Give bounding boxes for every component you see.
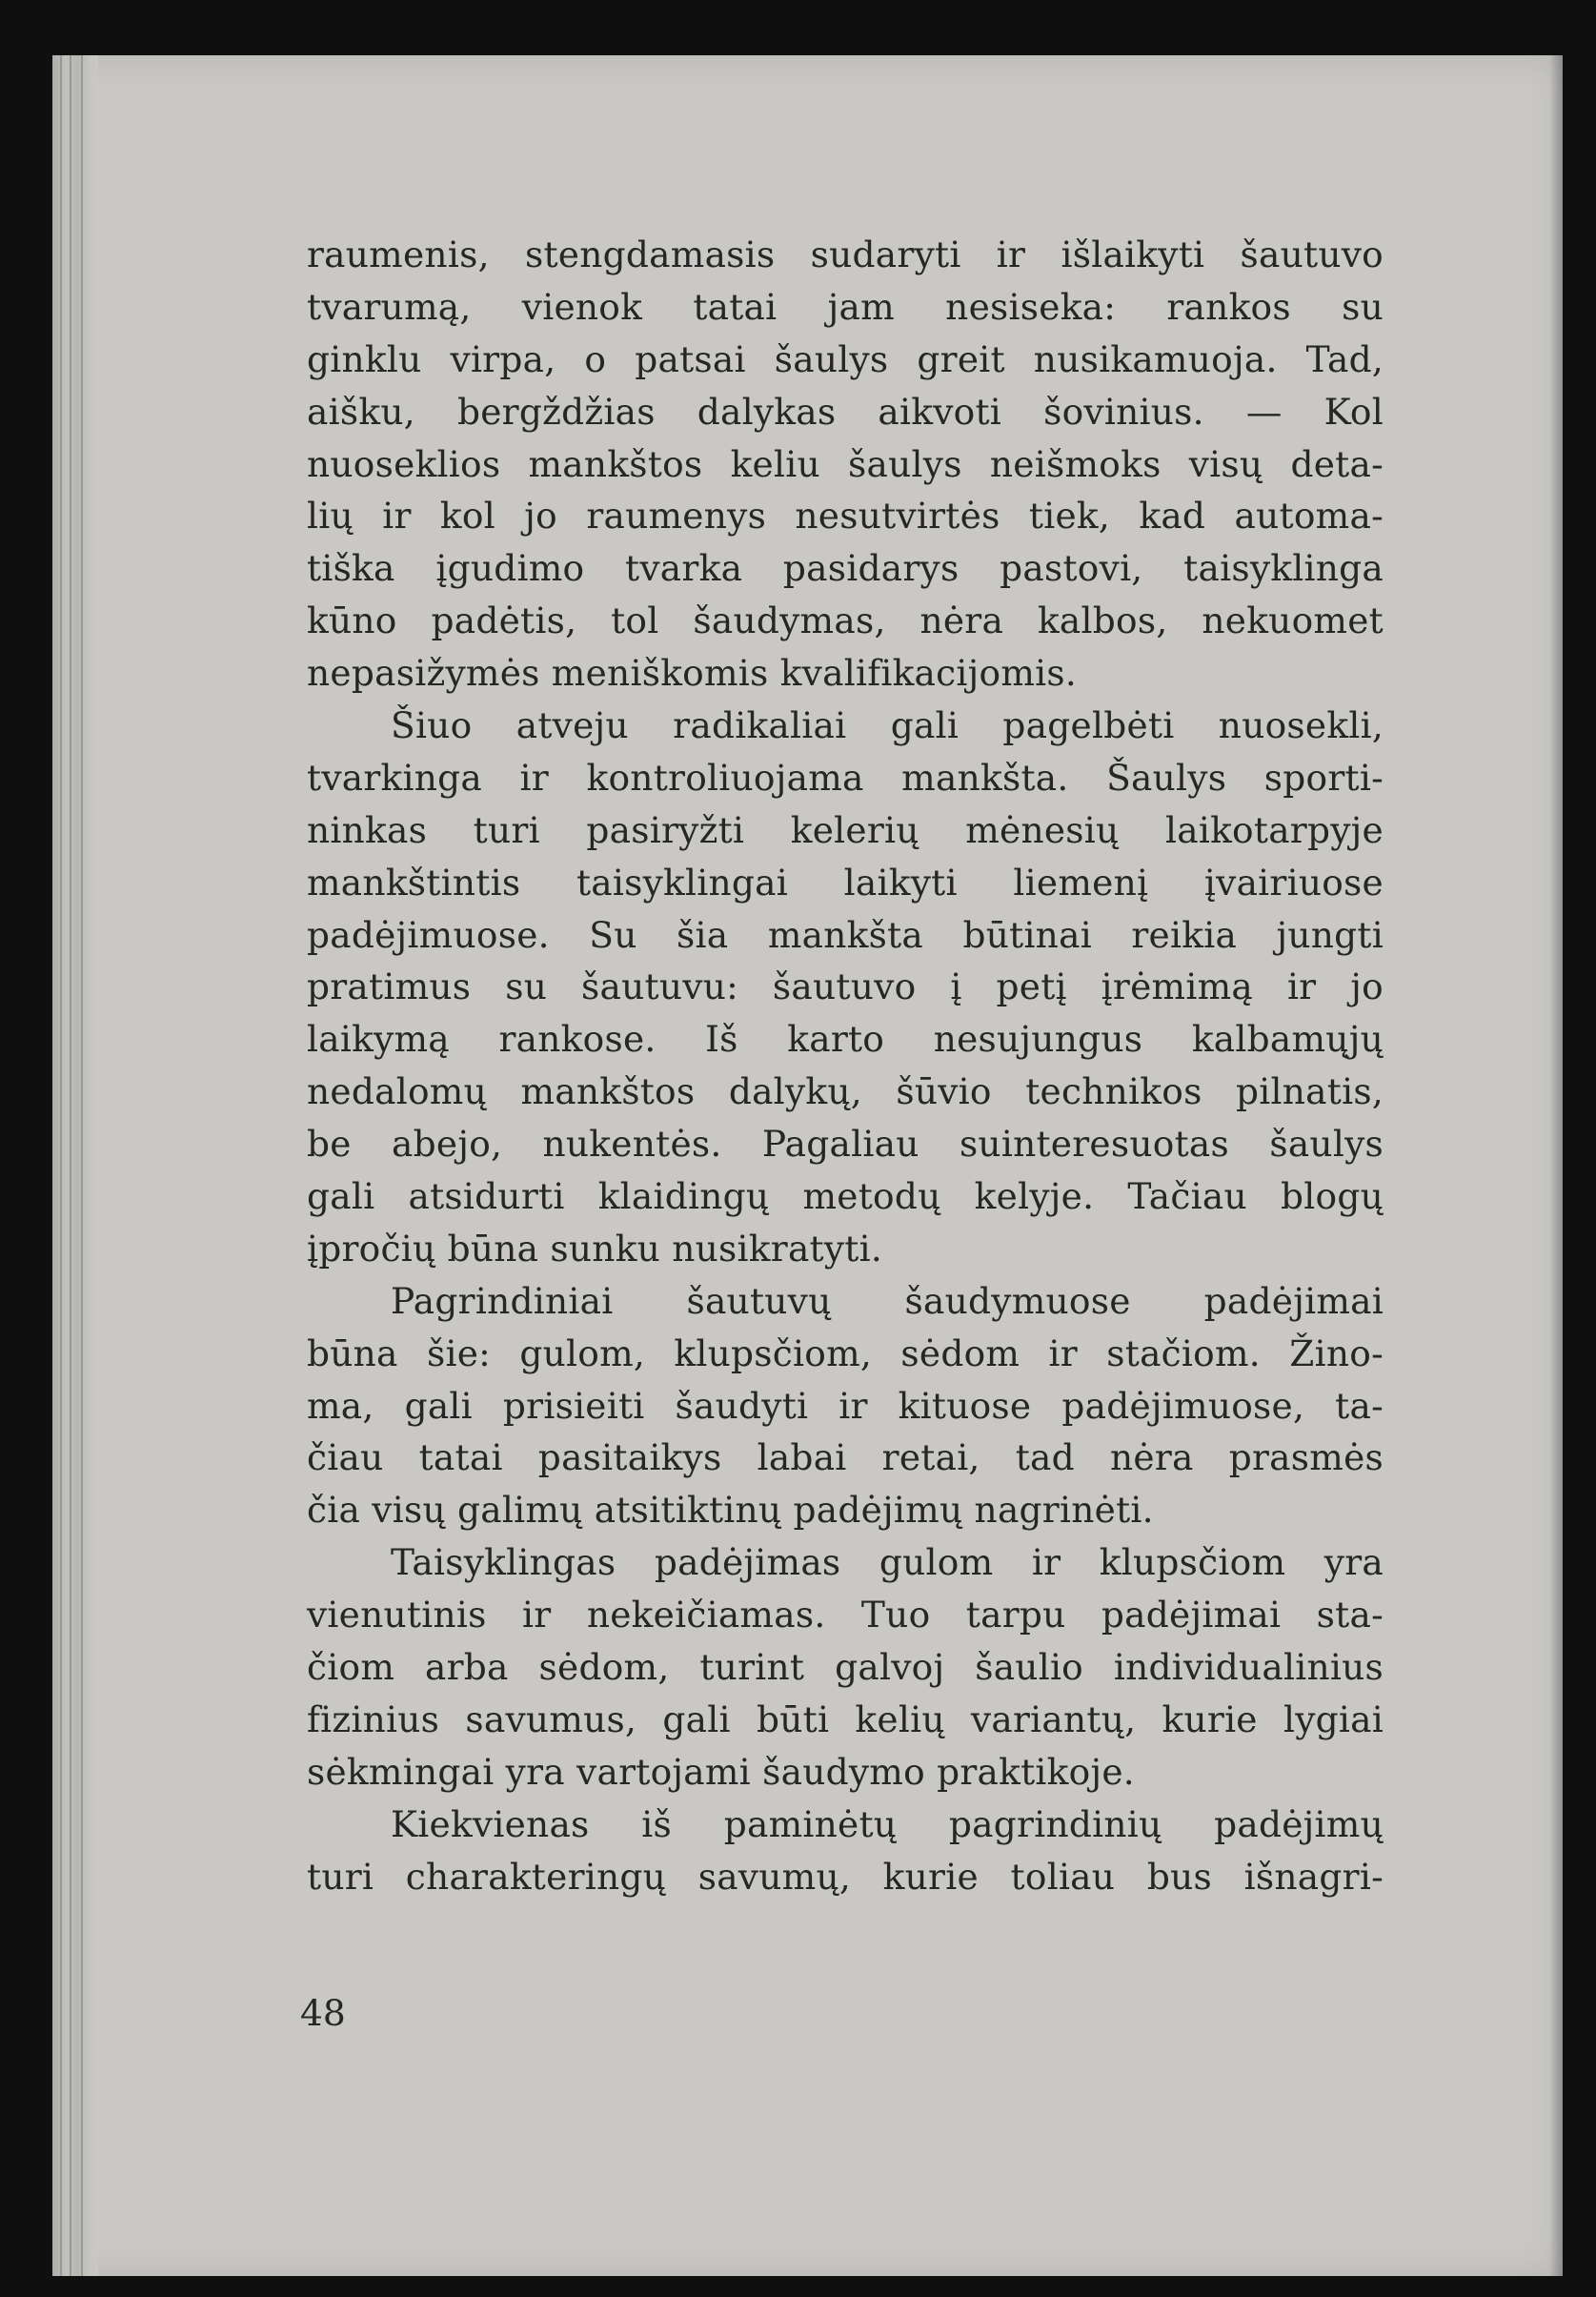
text-line: čiom arba sėdom, turint galvoj šaulio individualinius: [307, 1646, 1384, 1689]
text-line: raumenis, stengdamasis sudaryti ir išlaikyti šautuvo: [307, 234, 1384, 275]
text-line: be abejo, nukentės. Pagaliau suinteresuotas šaulys: [307, 1123, 1384, 1166]
text-line: fizinius savumus, gali būti kelių variantų, kurie lygiai: [307, 1697, 1384, 1740]
text-line: Kiekvienas iš paminėtų pagrindinių padėjimų: [391, 1802, 1384, 1845]
text-line: nedalomų mankštos dalykų, šūvio technikos pilnatis,: [307, 1070, 1384, 1113]
text-line: laikymą rankose. Iš karto nesujungus kalbamųjų: [307, 1018, 1384, 1061]
text-line: mankštintis taisyklingai laikyti liemenį įvairiuose: [307, 861, 1384, 904]
text-line: turi charakteringų savumų, kurie toliau bus išnagri-: [307, 1855, 1384, 1898]
text-line: čiau tatai pasitaikys labai retai, tad nėra prasmės: [307, 1436, 1384, 1479]
text-line: aišku, bergždžias dalykas aikvoti šovinius. — Kol: [307, 390, 1384, 433]
text-line: ginklu virpa, o patsai šaulys greit nusikamuoja. Tad,: [307, 337, 1384, 380]
page-edge-line: [60, 55, 62, 2276]
body-text: [307, 229, 1384, 1903]
text-line: gali atsidurti klaidingų metodų kelyje. Tačiau blogų: [307, 1175, 1384, 1218]
text-line: kūno padėtis, tol šaudymas, nėra kalbos, nekuomet: [307, 600, 1384, 642]
page-shadow: [1549, 55, 1563, 2276]
text-line: lių ir kol jo raumenys nesutvirtės tiek, kad automa-: [307, 495, 1384, 538]
text-line: tiška įgudimo tvarka pasidarys pastovi, taisyklinga: [307, 547, 1384, 590]
text-line: čia visų galimų atsitiktinų padėjimų nagrinėti.: [307, 1489, 1154, 1532]
text-line: tvarumą, vienok tatai jam nesiseka: rankos su: [307, 285, 1384, 328]
page-edge-line: [70, 55, 71, 2276]
text-line: tvarkinga ir kontroliuojama mankšta. Šaulys sporti-: [307, 756, 1384, 799]
text-line: ma, gali prisieiti šaudyti ir kituose padėjimuose, ta-: [307, 1384, 1384, 1427]
text-line: sėkmingai yra vartojami šaudymo praktikoje.: [307, 1750, 1135, 1793]
text-line: pratimus su šautuvu: šautuvo į petį įrėmimą ir jo: [307, 966, 1384, 1008]
text-line: nepasižymės meniškomis kvalifikacijomis.: [307, 652, 1078, 695]
text-line: būna šie: gulom, klupsčiom, sėdom ir stačiom. Žino-: [307, 1331, 1384, 1374]
text-line: vienutinis ir nekeičiamas. Tuo tarpu padėjimai sta-: [307, 1594, 1384, 1636]
text-line: ninkas turi pasiryžti kelerių mėnesių laikotarpyje: [307, 808, 1384, 851]
text-line: padėjimuose. Su šia mankšta būtinai reikia jungti: [307, 913, 1384, 956]
page-edge-line: [81, 55, 83, 2276]
page-edges: [52, 55, 98, 2276]
text-line: Taisyklingas padėjimas gulom ir klupsčiom yra: [391, 1541, 1384, 1584]
text-line: Šiuo atveju radikaliai gali pagelbėti nuosekli,: [391, 704, 1384, 747]
text-line: Pagrindiniai šautuvų šaudymuose padėjimai: [391, 1279, 1384, 1322]
text-line: nuoseklios mankštos keliu šaulys neišmoks visų deta-: [307, 442, 1384, 485]
text-line: įpročių būna sunku nusikratyti.: [307, 1227, 883, 1270]
page-number: 48: [300, 1992, 346, 2034]
